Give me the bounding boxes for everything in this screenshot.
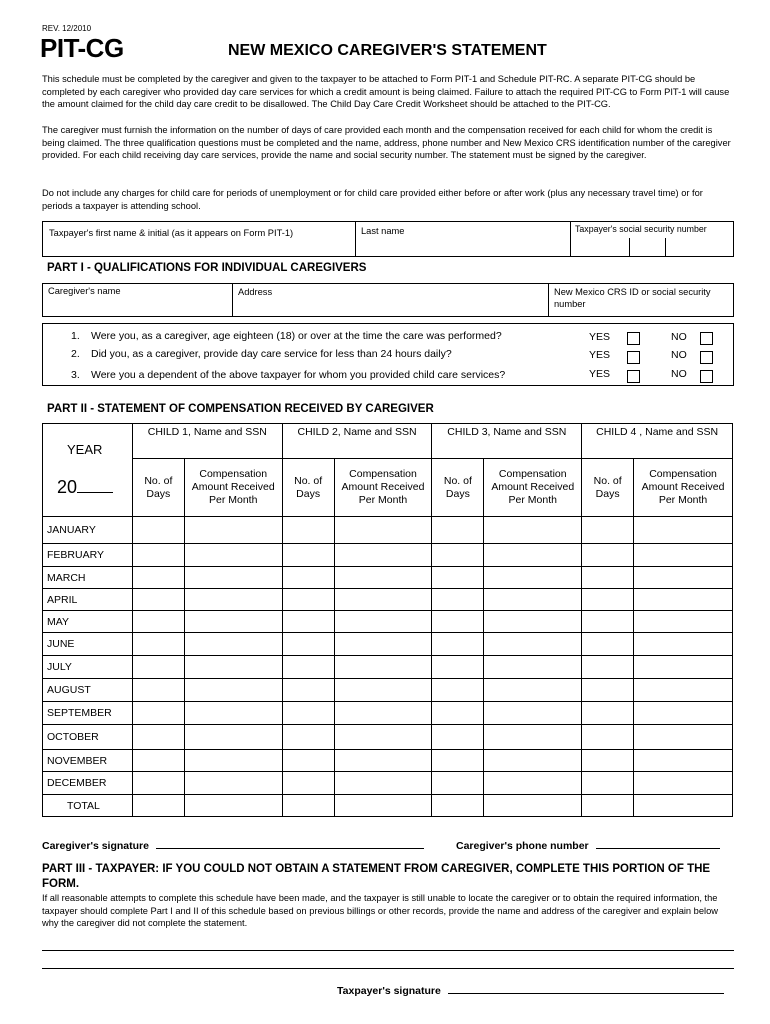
caregiver-signature-label: Caregiver's signature xyxy=(42,840,149,852)
compensation-header-line: Amount Received xyxy=(191,481,275,493)
days-cell[interactable] xyxy=(282,772,334,795)
days-cell[interactable] xyxy=(432,772,484,795)
compensation-cell[interactable] xyxy=(184,567,282,589)
days-cell[interactable] xyxy=(432,611,484,633)
question-3-num: 3. xyxy=(71,369,80,381)
days-cell[interactable] xyxy=(282,702,334,725)
compensation-cell[interactable] xyxy=(484,702,582,725)
month-label: NOVEMBER xyxy=(43,750,133,772)
compensation-cell[interactable] xyxy=(334,567,432,589)
days-cell[interactable] xyxy=(132,750,184,772)
month-label: JUNE xyxy=(43,633,133,656)
days-cell[interactable] xyxy=(582,772,634,795)
month-label: APRIL xyxy=(43,589,133,611)
caregiver-signature-line xyxy=(156,848,424,849)
compensation-cell[interactable] xyxy=(634,795,733,817)
days-cell[interactable] xyxy=(282,589,334,611)
compensation-cell[interactable] xyxy=(184,795,282,817)
month-label: MAY xyxy=(43,611,133,633)
days-cell[interactable] xyxy=(432,656,484,679)
divider xyxy=(548,284,549,317)
compensation-cell[interactable] xyxy=(334,795,432,817)
yes-label: YES xyxy=(589,349,611,361)
compensation-cell[interactable] xyxy=(634,772,733,795)
days-cell[interactable] xyxy=(582,517,634,544)
compensation-cell[interactable] xyxy=(334,702,432,725)
ssn-divider xyxy=(665,238,666,257)
intro-paragraph-1: This schedule must be completed by the caregiver and given to the taxpayer to be attached to Form PIT-1 and Schedule PIT-RC. A separate PIT-CG should be completed by each caregiver who provided day care services for which a credit amount is being claimed. Failure to attach the required PIT-CG to Form PIT-1 will cause the amount claimed for the child day care credit to be disallowed. The Child Day Care Credit Worksheet should be attached to the PIT-CG. xyxy=(42,74,730,110)
yes-label: YES xyxy=(589,331,611,343)
question-1-yes-checkbox[interactable] xyxy=(627,332,640,345)
compensation-cell[interactable] xyxy=(184,517,282,544)
taxpayer-ssn-field[interactable]: Taxpayer's social security number xyxy=(575,224,707,234)
month-label: DECEMBER xyxy=(43,772,133,795)
compensation-cell[interactable] xyxy=(334,750,432,772)
month-label: OCTOBER xyxy=(43,725,133,750)
month-label: JANUARY xyxy=(43,517,133,544)
child-2-compensation-header xyxy=(334,459,432,517)
days-cell[interactable] xyxy=(432,679,484,702)
taxpayer-info-box xyxy=(42,221,734,257)
days-header-line: Days xyxy=(595,487,620,500)
days-cell[interactable] xyxy=(132,795,184,817)
compensation-cell[interactable] xyxy=(634,750,733,772)
total-label: TOTAL xyxy=(43,795,133,817)
compensation-cell[interactable] xyxy=(334,772,432,795)
caregiver-info-box xyxy=(42,283,734,317)
compensation-cell[interactable] xyxy=(184,656,282,679)
page-title: NEW MEXICO CAREGIVER'S STATEMENT xyxy=(228,42,547,59)
days-cell[interactable] xyxy=(132,725,184,750)
child-2-days-header xyxy=(282,459,334,517)
child-3-name-ssn[interactable]: CHILD 3, Name and SSN xyxy=(432,424,582,459)
days-cell[interactable] xyxy=(582,702,634,725)
child-header-row xyxy=(43,424,733,459)
question-3-yes-checkbox[interactable] xyxy=(627,370,640,383)
compensation-cell[interactable] xyxy=(634,517,733,544)
compensation-cell[interactable] xyxy=(634,544,733,567)
child-4-days-header xyxy=(582,459,634,517)
days-cell[interactable] xyxy=(132,702,184,725)
compensation-cell[interactable] xyxy=(184,772,282,795)
days-cell[interactable] xyxy=(432,517,484,544)
year-label: YEAR xyxy=(43,424,133,459)
days-cell[interactable] xyxy=(282,679,334,702)
compensation-cell[interactable] xyxy=(484,725,582,750)
caregiver-address-field[interactable]: Address xyxy=(238,287,273,297)
compensation-cell[interactable] xyxy=(484,633,582,656)
caregiver-phone-field[interactable] xyxy=(456,840,720,852)
compensation-header-line: Per Month xyxy=(508,494,557,506)
days-cell[interactable] xyxy=(132,611,184,633)
caregiver-signature-field[interactable] xyxy=(42,840,424,852)
compensation-cell[interactable] xyxy=(634,679,733,702)
taxpayer-signature-field[interactable] xyxy=(337,985,724,997)
compensation-header-line: Amount Received xyxy=(641,481,725,493)
compensation-header-line: Amount Received xyxy=(341,481,425,493)
year-blank xyxy=(77,492,113,493)
compensation-cell[interactable] xyxy=(334,679,432,702)
month-row xyxy=(43,656,733,679)
days-cell[interactable] xyxy=(282,750,334,772)
days-cell[interactable] xyxy=(432,725,484,750)
caregiver-crs-field[interactable]: New Mexico CRS ID or social security number xyxy=(554,287,711,309)
compensation-table xyxy=(42,423,733,817)
month-label: SEPTEMBER xyxy=(43,702,133,725)
compensation-header-line: Amount Received xyxy=(491,481,575,493)
divider xyxy=(355,222,356,257)
compensation-cell[interactable] xyxy=(484,567,582,589)
days-cell[interactable] xyxy=(582,589,634,611)
child-4-compensation-header xyxy=(634,459,733,517)
days-cell[interactable] xyxy=(582,611,634,633)
compensation-cell[interactable] xyxy=(184,702,282,725)
days-cell[interactable] xyxy=(132,589,184,611)
qualification-questions-box xyxy=(42,323,734,386)
month-row xyxy=(43,589,733,611)
days-cell[interactable] xyxy=(432,633,484,656)
compensation-header-line: Per Month xyxy=(358,494,408,506)
days-cell[interactable] xyxy=(282,544,334,567)
year-prefix: 20 xyxy=(57,476,78,497)
no-label: NO xyxy=(671,368,687,380)
intro-paragraph-3: Do not include any charges for child care for periods of unemployment or for child care provided either before or after work (plus any necessary travel time) or for periods a taxpayer is attending school. xyxy=(42,188,703,211)
compensation-cell[interactable] xyxy=(484,795,582,817)
compensation-cell[interactable] xyxy=(484,517,582,544)
question-1-num: 1. xyxy=(71,330,80,342)
days-cell[interactable] xyxy=(132,633,184,656)
days-cell[interactable] xyxy=(432,795,484,817)
month-row xyxy=(43,702,733,725)
days-cell[interactable] xyxy=(582,679,634,702)
divider xyxy=(570,222,571,257)
taxpayer-signature-label: Taxpayer's signature xyxy=(337,985,441,997)
month-label: AUGUST xyxy=(43,679,133,702)
month-row xyxy=(43,750,733,772)
compensation-cell[interactable] xyxy=(184,633,282,656)
compensation-cell[interactable] xyxy=(334,517,432,544)
part3-instructions: If all reasonable attempts to complete this schedule have been made, and the taxpayer is still unable to locate the caregiver or to obtain the required information, the taxpayer should complete Part I and II of this schedule based on previous billings or other records, provide the name and address of the caregiver and explain below why the caregiver did not complete the statement. xyxy=(42,893,718,928)
taxpayer-last-name-field[interactable]: Last name xyxy=(361,226,405,236)
part2-heading: PART II - STATEMENT OF COMPENSATION RECEIVED BY CAREGIVER xyxy=(47,403,434,415)
compensation-cell[interactable] xyxy=(634,567,733,589)
child-1-days-header xyxy=(132,459,184,517)
month-row xyxy=(43,611,733,633)
month-row xyxy=(43,567,733,589)
year-field[interactable] xyxy=(43,459,133,517)
caregiver-name-field[interactable]: Caregiver's name xyxy=(48,286,121,296)
intro-paragraph-2: The caregiver must furnish the information on the number of days of care provided each month and the compensation received for each child for whom the credit is being claimed. The three qualification questions must be completed and the name, address, phone number and New Mexico CRS identification number of the caregiver provided. For each child receiving day care services, provide the name and social security number. The statement must be signed by the caregiver. xyxy=(42,125,731,161)
child-3-days-header xyxy=(432,459,484,517)
month-row xyxy=(43,772,733,795)
compensation-header-line: Compensation xyxy=(498,468,567,480)
compensation-cell[interactable] xyxy=(484,589,582,611)
days-cell[interactable] xyxy=(582,725,634,750)
compensation-cell[interactable] xyxy=(334,611,432,633)
days-cell[interactable] xyxy=(282,795,334,817)
month-row xyxy=(43,517,733,544)
compensation-cell[interactable] xyxy=(484,656,582,679)
compensation-cell[interactable] xyxy=(634,633,733,656)
question-2-yes-checkbox[interactable] xyxy=(627,351,640,364)
days-cell[interactable] xyxy=(132,544,184,567)
compensation-header-line: Compensation xyxy=(349,468,417,480)
question-3-text: Were you a dependent of the above taxpayer for whom you provided child care services? xyxy=(91,369,506,381)
compensation-cell[interactable] xyxy=(484,679,582,702)
question-3-no-checkbox[interactable] xyxy=(700,370,713,383)
days-cell[interactable] xyxy=(582,750,634,772)
days-cell[interactable] xyxy=(582,633,634,656)
question-1-no-checkbox[interactable] xyxy=(700,332,713,345)
no-label: NO xyxy=(671,349,687,361)
question-2-no-checkbox[interactable] xyxy=(700,351,713,364)
compensation-cell[interactable] xyxy=(334,589,432,611)
days-cell[interactable] xyxy=(432,544,484,567)
month-row xyxy=(43,679,733,702)
question-2-num: 2. xyxy=(71,348,80,360)
days-header-line: Days xyxy=(296,487,321,500)
days-cell[interactable] xyxy=(432,589,484,611)
compensation-cell[interactable] xyxy=(334,633,432,656)
days-cell[interactable] xyxy=(282,517,334,544)
days-cell[interactable] xyxy=(582,567,634,589)
days-cell[interactable] xyxy=(132,567,184,589)
days-header-line: Days xyxy=(445,487,470,500)
month-label: MARCH xyxy=(43,567,133,589)
child-1-name-ssn[interactable]: CHILD 1, Name and SSN xyxy=(132,424,282,459)
days-cell[interactable] xyxy=(282,633,334,656)
child-1-compensation-header xyxy=(184,459,282,517)
compensation-cell[interactable] xyxy=(634,725,733,750)
days-cell[interactable] xyxy=(132,679,184,702)
compensation-cell[interactable] xyxy=(184,589,282,611)
total-row xyxy=(43,795,733,817)
no-label: NO xyxy=(671,331,687,343)
days-cell[interactable] xyxy=(132,656,184,679)
days-cell[interactable] xyxy=(582,795,634,817)
month-row xyxy=(43,725,733,750)
child-3-compensation-header xyxy=(484,459,582,517)
compensation-cell[interactable] xyxy=(484,772,582,795)
days-cell[interactable] xyxy=(432,567,484,589)
compensation-cell[interactable] xyxy=(334,725,432,750)
explanation-line-2[interactable] xyxy=(42,968,734,969)
explanation-line-1[interactable] xyxy=(42,950,734,951)
compensation-cell[interactable] xyxy=(484,750,582,772)
days-cell[interactable] xyxy=(282,611,334,633)
compensation-cell[interactable] xyxy=(484,544,582,567)
days-cell[interactable] xyxy=(282,656,334,679)
compensation-cell[interactable] xyxy=(334,656,432,679)
ssn-divider xyxy=(629,238,630,257)
compensation-cell[interactable] xyxy=(184,611,282,633)
days-cell[interactable] xyxy=(432,702,484,725)
days-header-line: No. of xyxy=(593,474,622,487)
compensation-header-line: Compensation xyxy=(649,468,717,480)
compensation-header-line: Per Month xyxy=(658,494,708,506)
child-4-name-ssn[interactable]: CHILD 4 , Name and SSN xyxy=(582,424,733,459)
compensation-cell[interactable] xyxy=(484,611,582,633)
compensation-cell[interactable] xyxy=(334,544,432,567)
days-cell[interactable] xyxy=(582,544,634,567)
question-1-text: Were you, as a caregiver, age eighteen (18) or over at the time the care was performed? xyxy=(91,330,502,342)
compensation-cell[interactable] xyxy=(634,702,733,725)
days-cell[interactable] xyxy=(132,772,184,795)
yes-label: YES xyxy=(589,368,611,380)
taxpayer-first-name-field[interactable]: Taxpayer's first name & initial (as it appears on Form PIT-1) xyxy=(49,228,294,238)
month-label: FEBRUARY xyxy=(43,544,133,567)
days-header-line: No. of xyxy=(294,474,323,487)
month-label: JULY xyxy=(43,656,133,679)
days-header-line: Days xyxy=(146,487,171,500)
part1-heading: PART I - QUALIFICATIONS FOR INDIVIDUAL CAREGIVERS xyxy=(47,262,367,274)
compensation-cell[interactable] xyxy=(184,725,282,750)
month-row xyxy=(43,544,733,567)
compensation-cell[interactable] xyxy=(634,589,733,611)
caregiver-phone-label: Caregiver's phone number xyxy=(456,840,589,852)
days-header-line: No. of xyxy=(443,474,472,487)
question-2-text: Did you, as a caregiver, provide day care service for less than 24 hours daily? xyxy=(91,348,452,360)
compensation-cell[interactable] xyxy=(634,611,733,633)
compensation-cell[interactable] xyxy=(634,656,733,679)
days-cell[interactable] xyxy=(432,750,484,772)
compensation-header-line: Compensation xyxy=(199,468,268,480)
child-2-name-ssn[interactable]: CHILD 2, Name and SSN xyxy=(282,424,432,459)
days-header-line: No. of xyxy=(144,474,173,487)
form-id: PIT-CG xyxy=(40,33,124,63)
revision-date: REV. 12/2010 xyxy=(42,24,92,33)
taxpayer-signature-line xyxy=(448,993,724,994)
month-row xyxy=(43,633,733,656)
compensation-cell[interactable] xyxy=(184,750,282,772)
compensation-header-line: Per Month xyxy=(209,494,258,506)
days-cell[interactable] xyxy=(582,656,634,679)
caregiver-phone-line xyxy=(596,848,720,849)
divider xyxy=(232,284,233,317)
days-cell[interactable] xyxy=(132,517,184,544)
compensation-cell[interactable] xyxy=(184,679,282,702)
days-cell[interactable] xyxy=(282,725,334,750)
part3-heading: PART III - TAXPAYER: IF YOU COULD NOT OBTAIN A STATEMENT FROM CAREGIVER, COMPLETE THIS PORTION OF THE FORM. xyxy=(42,863,711,890)
column-header-row xyxy=(43,459,733,517)
compensation-cell[interactable] xyxy=(184,544,282,567)
days-cell[interactable] xyxy=(282,567,334,589)
